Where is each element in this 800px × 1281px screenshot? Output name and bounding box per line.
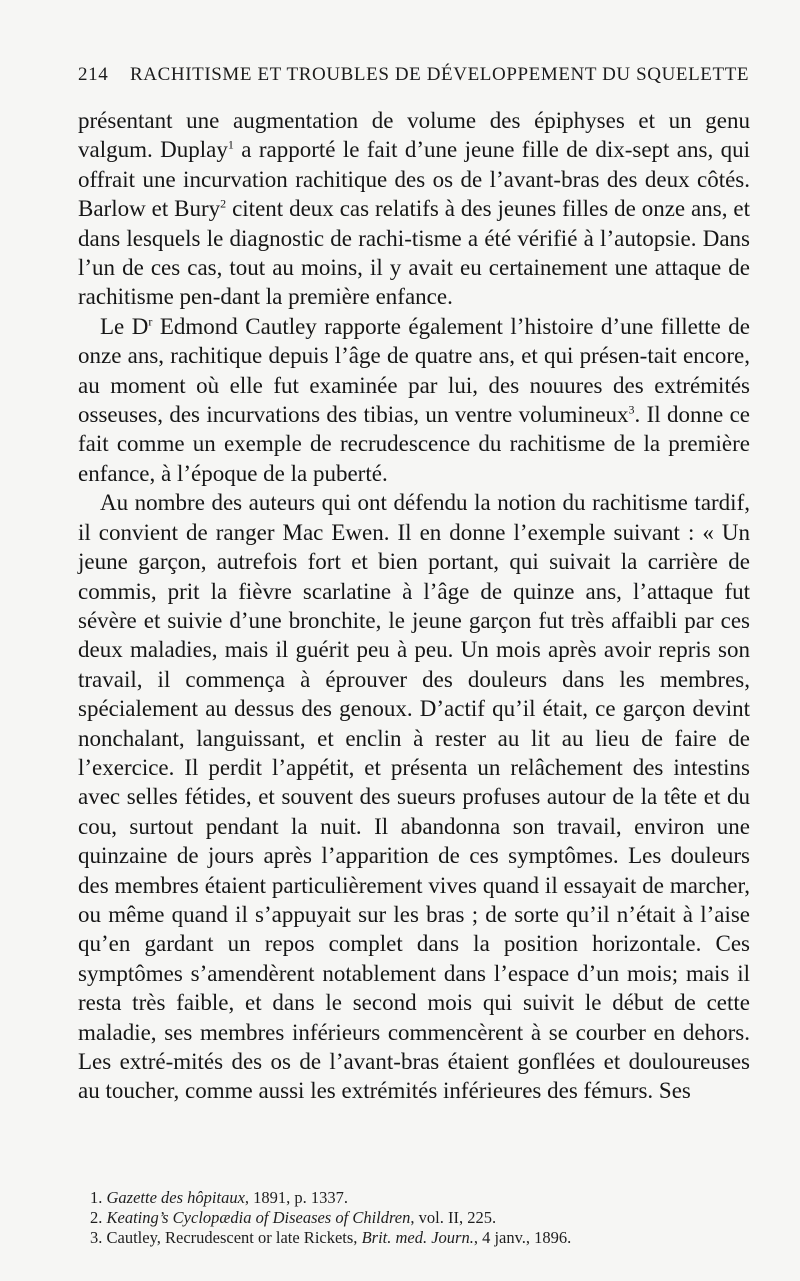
paragraph-2-part-c: . Il donne ce fait comme un exemple de recrudescence du rachitisme de la première enfance, à l’époque de la puberté.	[78, 402, 750, 486]
footnote-source-title: Keating’s Cyclopædia of Diseases of Children	[106, 1208, 411, 1227]
footnote-1	[90, 1188, 740, 1208]
footnote-number: 2.	[90, 1208, 103, 1227]
paragraph-2-part-a: Le D	[100, 313, 149, 339]
doctor-abbrev-sup: r	[148, 314, 153, 329]
paragraph-2	[78, 312, 750, 488]
footnote-number: 1.	[90, 1188, 103, 1207]
footnotes	[90, 1188, 740, 1248]
paragraph-1-part-a: présentant une augmentation de volume des épiphyses et un genu valgum. Duplay	[78, 108, 750, 163]
footnote-3	[90, 1228, 740, 1248]
footnote-ref-3: 3	[628, 402, 635, 417]
footnote-details: , 4 janv., 1896.	[473, 1228, 572, 1247]
paragraph-1-part-c: citent deux cas relatifs à des jeunes filles de onze ans, et dans lesquels le diagnostic de rachi-tisme a été vérifié à l’autopsie. Dans l’un de ces cas, tout au moins, il y avait eu certainement une attaque de rachitisme pen-dant la première enfance.	[78, 196, 750, 310]
footnote-details: , 1891, p. 1337.	[244, 1188, 349, 1207]
paragraph-3: Au nombre des auteurs qui ont défendu la notion du rachitisme tardif, il convient de ranger Mac Ewen. Il en donne l’exemple suivant : « Un jeune garçon, autrefois fort et bien portant, qui suivait la carrière de commis, prit la fièvre scarlatine à l’âge de quinze ans, l’attaque fut sévère et suivie d’une bronchite, le jeune garçon fut très affaibli par ces deux maladies, mais il guérit peu à peu. Un mois après avoir repris son travail, il commença à éprouver des douleurs dans les membres, spécialement au dessus des genoux. D’actif qu’il était, ce garçon devint nonchalant, languissant, et enclin à rester au lit au lieu de faire de l’exercice. Il perdit l’appétit, et présenta un relâchement des intestins avec selles fétides, et souvent des sueurs profuses autour de la tête et du cou, surtout pendant la nuit. Il abandonna son travail, environ une quinzaine de jours après l’apparition de ces symptômes. Les douleurs des membres étaient particulièrement vives quand il essayait de marcher, ou même quand il s’appuyait sur les bras ; de sorte qu’il n’était à l’aise qu’en gardant un repos complet dans la position horizontale. Ces symptômes s’amendèrent notablement dans l’espace d’un mois; mais il resta très faible, et dans le second mois qui suivit le début de cette maladie, ses membres inférieurs commencèrent à se courber en dehors. Les extré-mités des os de l’avant-bras étaient gonflées et douloureuses au toucher, comme aussi les extrémités inférieures des fémurs. Ses	[78, 490, 750, 1104]
footnote-ref-2: 2	[220, 196, 227, 211]
footnote-2	[90, 1208, 740, 1228]
footnote-details: , vol. II, 225.	[410, 1208, 497, 1227]
footnote-author: Cautley, Recrudescent or late Rickets,	[102, 1228, 362, 1247]
footnote-ref-1: 1	[227, 137, 234, 152]
page-number: 214	[78, 64, 109, 85]
running-title: RACHITISME ET TROUBLES DE DÉVELOPPEMENT DU SQUELETTE	[130, 64, 750, 85]
body-text	[78, 106, 750, 1106]
footnote-number: 3.	[90, 1228, 103, 1247]
paragraph-1-part-b: a rapporté le fait d’une jeune fille de dix-sept ans, qui offrait une incurvation rachitique des os de l’avant-bras des deux côtés. Barlow et Bury	[78, 137, 750, 222]
footnote-source-title: Brit. med. Journ.	[361, 1228, 474, 1247]
paragraph-2-part-b: Edmond Cautley rapporte également l’histoire d’une fillette de onze ans, rachitique depuis l’âge de quatre ans, et qui présen-tait encore, au moment où elle fut examinée par lui, des nouures des extrémités osseuses, des incurvations des tibias, un ventre volumineux	[78, 313, 750, 428]
paragraph-1	[78, 106, 750, 312]
running-header	[78, 64, 750, 86]
footnote-source-title: Gazette des hôpitaux	[106, 1188, 245, 1207]
